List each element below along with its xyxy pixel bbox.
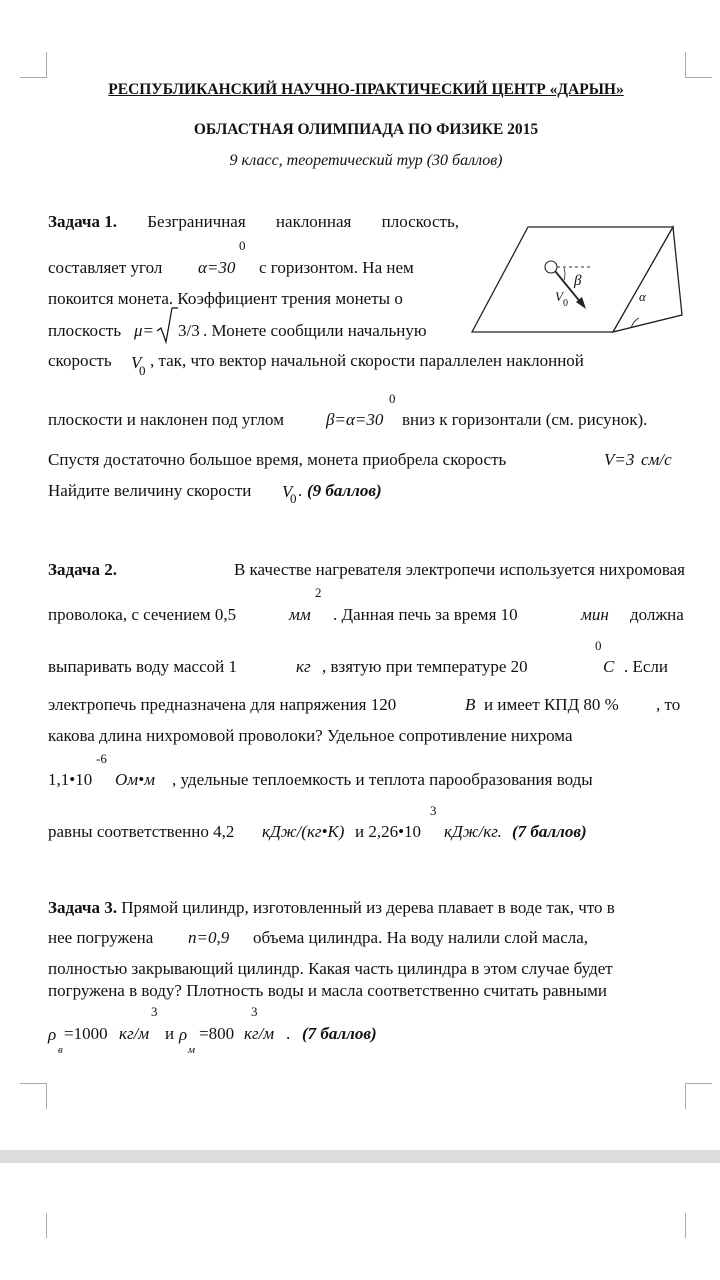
velocity-subscript: 0 bbox=[139, 363, 146, 378]
task3-points: (7 баллов) bbox=[302, 1024, 377, 1043]
degree-sup: 0 bbox=[595, 638, 602, 653]
task3-title: Задача 3. bbox=[48, 898, 117, 917]
task2-line3c: , взятую при температуре 20 bbox=[322, 657, 528, 676]
task3-line1: Задача 3. Прямой цилиндр, изготовленный из дерева плавает в воде так, что в bbox=[48, 898, 615, 917]
task2-line2b: . Данная печь за время 10 bbox=[333, 605, 518, 624]
figure-v0-subscript: 0 bbox=[563, 298, 568, 309]
degree-sup: 0 bbox=[389, 391, 396, 406]
grade-subtitle: 9 класс, теоретический тур (30 баллов) bbox=[229, 152, 503, 169]
task2-line4a: электропечь предназначена для напряжения 120 bbox=[48, 695, 397, 714]
figure-v0-label: V bbox=[555, 289, 563, 304]
figure-beta-label: β bbox=[574, 273, 582, 289]
task2-line4d: , то bbox=[656, 695, 681, 714]
crop-mark-tl bbox=[20, 52, 47, 78]
task1-line6c: вниз к горизонтали (см. рисунок). bbox=[402, 410, 648, 429]
task1-line7a: Спустя достаточно большое время, монета приобрела скорость bbox=[48, 450, 507, 469]
task3-line2a: нее погружена bbox=[48, 928, 154, 947]
task1-word: плоскость, bbox=[381, 212, 459, 231]
rho-sub-water: в bbox=[58, 1044, 63, 1056]
task1-mu: μ= bbox=[134, 321, 155, 340]
unit-volt: В bbox=[465, 695, 476, 714]
task1-alpha-value: α=30 bbox=[198, 258, 236, 277]
task1-line4d: . Монете сообщили начальную bbox=[203, 321, 427, 340]
task2-line4c: и имеет КПД 80 % bbox=[484, 695, 619, 714]
task1-line8a: Найдите величину скорости bbox=[48, 481, 252, 500]
unit-mm: мм bbox=[289, 605, 311, 624]
figure-alpha-label: α bbox=[639, 289, 646, 304]
task2-line3e: . Если bbox=[624, 657, 669, 676]
task1-word: наклонная bbox=[275, 212, 352, 231]
task1-points: (9 баллов) bbox=[307, 481, 382, 500]
velocity-subscript: 0 bbox=[290, 491, 297, 506]
task2-line7c: и 2,26•10 bbox=[355, 822, 422, 841]
task1-v-value: V=3 bbox=[604, 450, 635, 469]
task1-line5a: скорость bbox=[48, 351, 112, 370]
unit-kj-kg: кДж/кг. bbox=[444, 822, 502, 841]
task2-line3a: выпаривать воду массой 1 bbox=[48, 657, 237, 676]
task1-line5b: , так, что вектор начальной скорости параллелен наклонной bbox=[150, 351, 584, 370]
task1-line2a: составляет угол bbox=[48, 258, 163, 277]
task1-line1 bbox=[48, 212, 459, 232]
unit-celsius: С bbox=[603, 657, 615, 676]
task3-and: и bbox=[165, 1024, 175, 1043]
unit-kj-kgk: кДж/(кг•К) bbox=[262, 822, 345, 841]
task3-line5d: =800 bbox=[199, 1024, 235, 1043]
exp-3: 3 bbox=[151, 1004, 158, 1019]
task2-line6c: , удельные теплоемкость и теплота парообразования воды bbox=[172, 770, 593, 789]
task2-title: Задача 2. bbox=[48, 560, 117, 579]
unit-kg-m3: кг/м bbox=[244, 1024, 275, 1043]
mm2-sup: 2 bbox=[315, 585, 322, 600]
degree-sup: 0 bbox=[239, 238, 246, 253]
task1-beta-alpha: β=α=30 bbox=[326, 410, 384, 429]
task3-line3: полностью закрывающий цилиндр. Какая часть цилиндра в этом случае будет bbox=[48, 959, 613, 978]
unit-ohm-m: Ом•м bbox=[115, 770, 155, 789]
task1-line6a: плоскости и наклонен под углом bbox=[48, 410, 284, 429]
unit-kg: кг bbox=[296, 657, 311, 676]
rho-symbol: ρ bbox=[179, 1025, 188, 1044]
olympiad-title: ОБЛАСТНАЯ ОЛИМПИАДА ПО ФИЗИКЕ 2015 bbox=[193, 121, 539, 138]
task1-sqrt-value: 3/3 bbox=[178, 321, 200, 340]
velocity-symbol: V bbox=[282, 482, 293, 501]
task2-line2a: проволока, с сечением 0,5 bbox=[48, 605, 237, 624]
task2-line1: Задача 2. В качестве нагревателя электропечи используется нихромовая bbox=[48, 560, 685, 579]
exp-minus6: -6 bbox=[96, 751, 107, 766]
task3-line2c: объема цилиндра. На воду налили слой масла, bbox=[253, 928, 589, 947]
task1-unit: см/с bbox=[641, 450, 672, 469]
center-title: РЕСПУБЛИКАНСКИЙ НАУЧНО-ПРАКТИЧЕСКИЙ ЦЕНТР «ДАРЫН» bbox=[108, 81, 624, 98]
task1-word: Безграничная bbox=[147, 212, 246, 231]
task2-line6a: 1,1•10 bbox=[48, 770, 93, 789]
unit-min: мин bbox=[581, 605, 609, 624]
period-dot: . bbox=[298, 481, 303, 500]
rho-symbol: ρ bbox=[48, 1025, 57, 1044]
task1-title: Задача 1. bbox=[48, 212, 117, 231]
exp-3: 3 bbox=[251, 1004, 258, 1019]
crop-mark-tl bbox=[20, 1213, 47, 1238]
task2-line5: какова длина нихромовой проволоки? Удельное сопротивление нихрома bbox=[48, 726, 573, 745]
task2-line2d: должна bbox=[630, 605, 684, 624]
crop-mark-bl bbox=[20, 1083, 47, 1109]
task3-line4: погружена в воду? Плотность воды и масла соответственно считать равными bbox=[48, 981, 608, 1000]
task3-n-value: n=0,9 bbox=[188, 928, 230, 947]
next-page bbox=[0, 1163, 720, 1280]
task3-line5a: =1000 bbox=[64, 1024, 108, 1043]
page-separator bbox=[0, 1150, 720, 1163]
crop-mark-tr bbox=[685, 52, 712, 78]
exp-3: 3 bbox=[430, 803, 437, 818]
velocity-symbol: V bbox=[131, 353, 142, 372]
crop-mark-tr bbox=[685, 1213, 712, 1238]
task1-line2c: с горизонтом. На нем bbox=[259, 258, 414, 277]
task2-line7a: равны соответственно 4,2 bbox=[48, 822, 235, 841]
task1-line3: покоится монета. Коэффициент трения монеты о bbox=[48, 289, 403, 308]
sqrt-sign-icon bbox=[156, 304, 178, 346]
period-dot: . bbox=[286, 1024, 291, 1043]
task1-line4a: плоскость bbox=[48, 321, 122, 340]
unit-kg-m3: кг/м bbox=[119, 1024, 150, 1043]
crop-mark-br bbox=[685, 1083, 712, 1109]
rho-sub-oil: м bbox=[188, 1044, 196, 1056]
task2-points: (7 баллов) bbox=[512, 822, 587, 841]
